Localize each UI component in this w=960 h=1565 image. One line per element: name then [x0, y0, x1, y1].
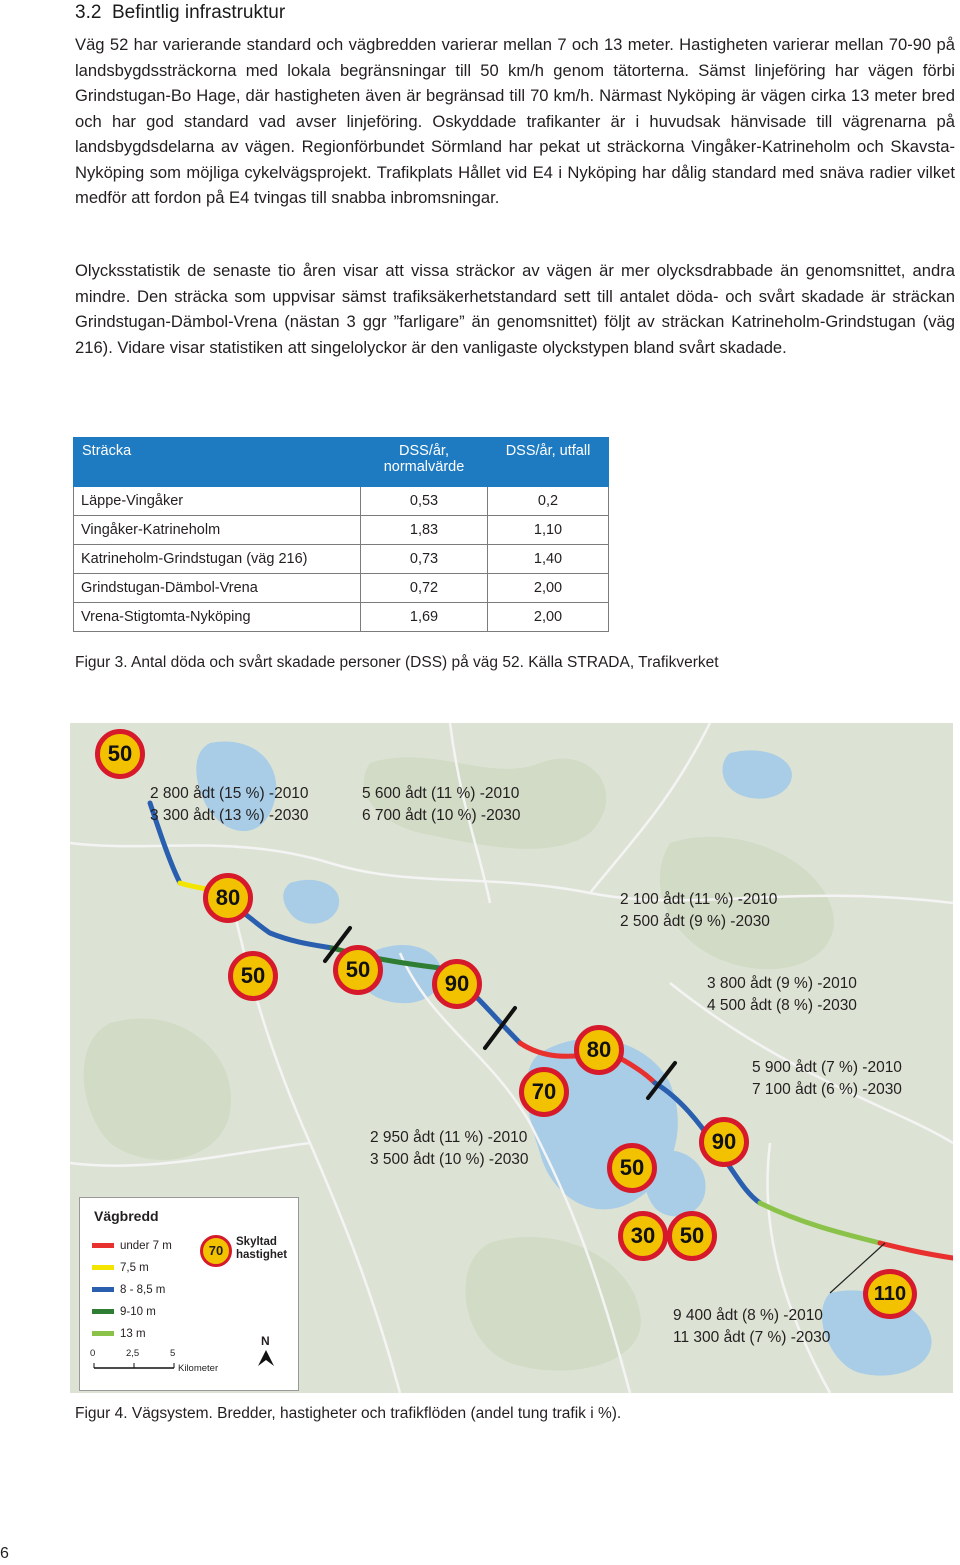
- flow-label-lappe-vingaker: 2 800 ådt (15 %) -2010 3 300 ådt (13 %) -2030: [150, 785, 309, 824]
- scale-tick: 0: [90, 1348, 96, 1359]
- legend-speed-sign-icon: 70: [200, 1235, 232, 1267]
- speed-sign-icon: 50: [228, 951, 278, 1001]
- paragraph-accident-statistics: Olycksstatistik de senaste tio åren visar att vissa sträckor av vägen är mer olycksdrabbade än genomsnittet, andra mindre. Den sträcka som uppvisar sämst trafiksäkerhetstandard sett till antalet döda- och svårt skadade är sträckan Grindstugan-Dämbol-Vrena (nästan 3 ggr ”farligare” än genomsnittet) följt av sträckan Katrineholm-Grindstugan (väg 216). Vidare visar statistiken att singelolyckor är den vanligaste olyckstypen bland svårt skadade.: [75, 261, 955, 357]
- legend-item: under 7 m: [92, 1240, 172, 1252]
- flow-label-katrineholm-grindstugan: 2 100 ådt (11 %) -2010 2 500 ådt (9 %) -2030: [620, 891, 778, 930]
- cell-outcome: 1,10: [488, 516, 609, 545]
- speed-sign-icon: 110: [863, 1269, 917, 1319]
- cell-stretch: Katrineholm-Grindstugan (väg 216): [74, 545, 361, 574]
- paragraph-infrastructure: Väg 52 har varierande standard och vägbredden varierar mellan 7 och 13 meter. Hastigheten varierar mellan 70-90 på landsbygdssträckorna med lokala begränsningar till 50 km/h genom tätorterna. Sämst linjeföring har vägen förbi Grindstugan-Bo Hage, där hastigheten även är begränsad till 70 km/h. Närmast Nyköping är vägen cirka 13 meter bred och har god standard vad avser linjeföring. Oskyddade trafikanter är i huvudsak hänvisade till vägrenarna på landsbygdsdelarna av vägen. Regionförbundet Sörmland har pekat ut sträckorna Vingåker-Katrineholm och Skavsta-Nyköping som möjliga cykelvägsprojekt. Trafikplats Hållet vid E4 i Nyköping har dålig standard med snäva radier vilket medför att fordon på E4 tvingas till snabba inbromsningar.: [75, 35, 955, 207]
- cell-normal: 0,72: [361, 574, 488, 603]
- north-arrow-icon: N: [261, 1334, 270, 1348]
- cell-normal: 1,69: [361, 603, 488, 632]
- road-system-map: [70, 723, 953, 1393]
- page-number: 6: [0, 1545, 9, 1562]
- figure-3-caption: Figur 3. Antal döda och svårt skadade personer (DSS) på väg 52. Källa STRADA, Trafikverket: [75, 654, 719, 671]
- speed-sign-icon: 50: [667, 1211, 717, 1261]
- legend-item: 9-10 m: [92, 1306, 156, 1318]
- cell-normal: 1,83: [361, 516, 488, 545]
- flow-label-vingaker-katrineholm: 5 600 ådt (11 %) -2010 6 700 ådt (10 %) -2030: [362, 785, 521, 824]
- figure-4-caption: Figur 4. Vägsystem. Bredder, hastigheter och trafikflöden (andel tung trafik i %).: [75, 1405, 622, 1422]
- cell-stretch: Vrena-Stigtomta-Nyköping: [74, 603, 361, 632]
- legend-item: 7,5 m: [92, 1262, 149, 1274]
- table-header-row: [74, 438, 609, 487]
- table-row: [74, 603, 609, 632]
- cell-outcome: 2,00: [488, 574, 609, 603]
- table-row: [74, 574, 609, 603]
- flow-label-nykoping: 9 400 ådt (8 %) -2010 11 300 ådt (7 %) -2030: [673, 1307, 831, 1346]
- map-legend: [79, 1197, 299, 1391]
- cell-stretch: Grindstugan-Dämbol-Vrena: [74, 574, 361, 603]
- speed-sign-icon: 30: [618, 1211, 668, 1261]
- scale-unit: Kilometer: [178, 1363, 219, 1374]
- legend-title: Vägbredd: [94, 1208, 159, 1224]
- table-row: [74, 516, 609, 545]
- column-header-normal: DSS/år, normalvärde: [361, 438, 488, 487]
- legend-item: 13 m: [92, 1328, 146, 1340]
- flow-label-grindstugan-vrena: 3 800 ådt (9 %) -2010 4 500 ådt (8 %) -2030: [707, 975, 857, 1014]
- speed-sign-icon: 70: [519, 1067, 569, 1117]
- cell-normal: 0,73: [361, 545, 488, 574]
- cell-normal: 0,53: [361, 487, 488, 516]
- column-header-stretch: Sträcka: [74, 438, 361, 487]
- cell-stretch: Läppe-Vingåker: [74, 487, 361, 516]
- section-heading: 3.2 Befintlig infrastruktur: [75, 2, 286, 23]
- speed-sign-icon: 50: [333, 945, 383, 995]
- speed-sign-icon: 90: [432, 959, 482, 1009]
- legend-speed-sign-label: Skyltad hastighet: [236, 1236, 288, 1261]
- speed-sign-icon: 50: [607, 1143, 657, 1193]
- table-row: [74, 487, 609, 516]
- cell-outcome: 2,00: [488, 603, 609, 632]
- speed-sign-icon: 90: [699, 1117, 749, 1167]
- speed-sign-icon: 80: [574, 1025, 624, 1075]
- legend-item: 8 - 8,5 m: [92, 1284, 165, 1296]
- scale-tick: 5: [170, 1348, 176, 1359]
- cell-stretch: Vingåker-Katrineholm: [74, 516, 361, 545]
- dss-table: [73, 437, 609, 632]
- table-row: [74, 545, 609, 574]
- speed-sign-icon: 80: [203, 873, 253, 923]
- column-header-outcome: DSS/år, utfall: [488, 438, 609, 487]
- scale-tick: 2,5: [126, 1348, 140, 1359]
- cell-outcome: 1,40: [488, 545, 609, 574]
- flow-label-vrena-stigtomta: 5 900 ådt (7 %) -2010 7 100 ådt (6 %) -2030: [752, 1059, 902, 1098]
- cell-outcome: 0,2: [488, 487, 609, 516]
- scale-bar-and-north-arrow: [80, 1198, 298, 1390]
- flow-label-route-216: 2 950 ådt (11 %) -2010 3 500 ådt (10 %) -2030: [370, 1129, 529, 1168]
- speed-sign-icon: 50: [95, 729, 145, 779]
